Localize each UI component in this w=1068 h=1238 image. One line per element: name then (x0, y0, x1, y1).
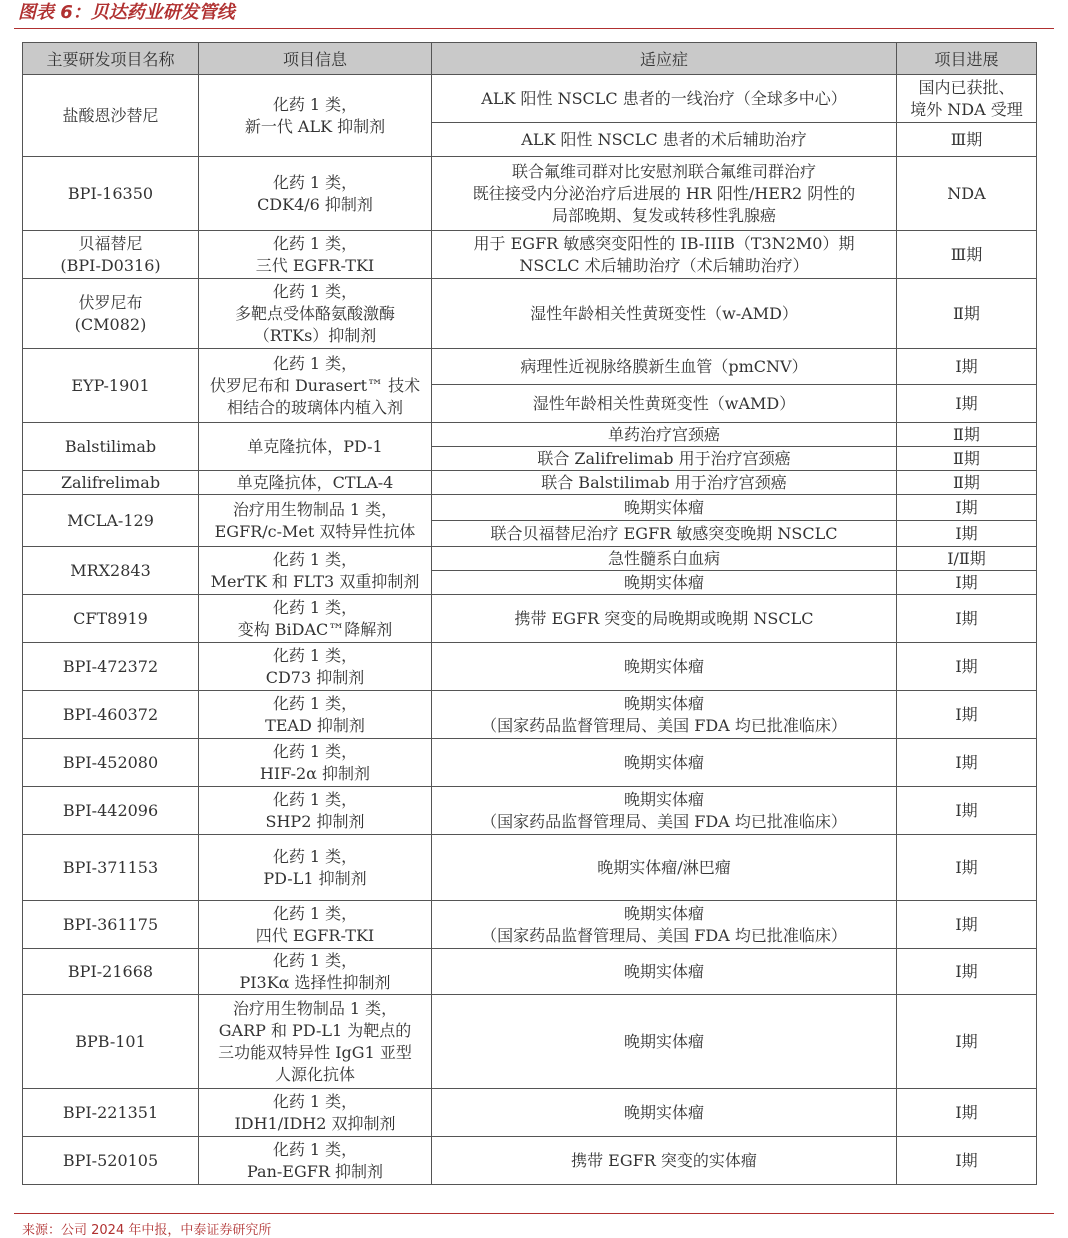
progress-cell: Ⅰ期 (897, 595, 1037, 643)
project-name-cell: BPI-472372 (23, 643, 199, 691)
table-row (23, 495, 1037, 521)
indication-cell: 晚期实体瘤 (432, 995, 897, 1089)
project-info-cell: 化药 1 类， HIF-2α 抑制剂 (199, 739, 432, 787)
project-name-cell: 盐酸恩沙替尼 (23, 75, 199, 157)
indication-cell: ALK 阳性 NSCLC 患者的术后辅助治疗 (432, 123, 897, 157)
table-row (23, 1089, 1037, 1137)
progress-cell: Ⅲ期 (897, 123, 1037, 157)
progress-cell: 国内已获批、 境外 NDA 受理 (897, 75, 1037, 123)
progress-cell: Ⅲ期 (897, 231, 1037, 279)
progress-cell: Ⅰ期 (897, 521, 1037, 547)
project-name-cell: BPI-460372 (23, 691, 199, 739)
pipeline-table (22, 42, 1037, 1185)
indication-cell: 单药治疗宫颈癌 (432, 423, 897, 447)
indication-cell: 晚期实体瘤 (432, 949, 897, 995)
progress-cell: Ⅰ期 (897, 949, 1037, 995)
project-info-cell: 化药 1 类， Pan-EGFR 抑制剂 (199, 1137, 432, 1185)
project-info-cell: 化药 1 类， CDK4/6 抑制剂 (199, 157, 432, 231)
indication-cell: 晚期实体瘤 （国家药品监督管理局、美国 FDA 均已批准临床） (432, 691, 897, 739)
progress-cell: Ⅰ期 (897, 1137, 1037, 1185)
progress-cell: Ⅰ期 (897, 643, 1037, 691)
progress-cell: Ⅱ期 (897, 279, 1037, 349)
project-info-cell: 化药 1 类， CD73 抑制剂 (199, 643, 432, 691)
table-row (23, 739, 1037, 787)
table-row (23, 349, 1037, 385)
indication-cell: 病理性近视脉络膜新生血管（pmCNV） (432, 349, 897, 385)
project-info-cell: 化药 1 类， SHP2 抑制剂 (199, 787, 432, 835)
project-info-cell: 单克隆抗体，PD-1 (199, 423, 432, 471)
pipeline-table-container (22, 42, 1036, 1185)
indication-cell: 晚期实体瘤 （国家药品监督管理局、美国 FDA 均已批准临床） (432, 901, 897, 949)
project-info-cell: 治疗用生物制品 1 类， GARP 和 PD-L1 为靶点的 三功能双特异性 IgG1 亚型 人源化抗体 (199, 995, 432, 1089)
project-info-cell: 化药 1 类， 多靶点受体酪氨酸激酶 （RTKs）抑制剂 (199, 279, 432, 349)
project-name-cell: BPI-452080 (23, 739, 199, 787)
indication-cell: 急性髓系白血病 (432, 547, 897, 571)
indication-cell: 晚期实体瘤/淋巴瘤 (432, 835, 897, 901)
project-name-cell: BPI-21668 (23, 949, 199, 995)
progress-cell: Ⅰ期 (897, 739, 1037, 787)
indication-cell: 联合 Zalifrelimab 用于治疗宫颈癌 (432, 447, 897, 471)
indication-cell: 携带 EGFR 突变的局晚期或晚期 NSCLC (432, 595, 897, 643)
progress-cell: Ⅰ期 (897, 571, 1037, 595)
figure-title: 图表 6：贝达药业研发管线 (18, 2, 235, 23)
progress-cell: Ⅰ期 (897, 495, 1037, 521)
progress-cell: Ⅰ/Ⅱ期 (897, 547, 1037, 571)
indication-cell: 晚期实体瘤 (432, 1089, 897, 1137)
project-info-cell: 化药 1 类， PD-L1 抑制剂 (199, 835, 432, 901)
project-name-cell: BPI-520105 (23, 1137, 199, 1185)
top-divider (14, 28, 1054, 29)
indication-cell: 晚期实体瘤 (432, 495, 897, 521)
indication-cell: 晚期实体瘤 (432, 571, 897, 595)
project-name-cell: BPI-221351 (23, 1089, 199, 1137)
table-row (23, 1137, 1037, 1185)
table-row (23, 471, 1037, 495)
progress-cell: Ⅰ期 (897, 349, 1037, 385)
progress-cell: Ⅰ期 (897, 995, 1037, 1089)
table-row (23, 423, 1037, 447)
project-info-cell: 化药 1 类， TEAD 抑制剂 (199, 691, 432, 739)
project-info-cell: 化药 1 类， 四代 EGFR-TKI (199, 901, 432, 949)
header-progress: 项目进展 (897, 43, 1037, 75)
project-name-cell: Zalifrelimab (23, 471, 199, 495)
project-name-cell: MRX2843 (23, 547, 199, 595)
project-info-cell: 化药 1 类， 变构 BiDAC™降解剂 (199, 595, 432, 643)
progress-cell: Ⅱ期 (897, 447, 1037, 471)
indication-cell: 湿性年龄相关性黄斑变性（wAMD） (432, 385, 897, 423)
indication-cell: 携带 EGFR 突变的实体瘤 (432, 1137, 897, 1185)
bottom-divider (14, 1213, 1054, 1214)
table-row (23, 643, 1037, 691)
indication-cell: ALK 阳性 NSCLC 患者的一线治疗（全球多中心） (432, 75, 897, 123)
table-row (23, 691, 1037, 739)
indication-cell: 晚期实体瘤 （国家药品监督管理局、美国 FDA 均已批准临床） (432, 787, 897, 835)
table-header-row (23, 43, 1037, 75)
project-info-cell: 化药 1 类， IDH1/IDH2 双抑制剂 (199, 1089, 432, 1137)
progress-cell: Ⅰ期 (897, 1089, 1037, 1137)
project-name-cell: BPI-361175 (23, 901, 199, 949)
table-row (23, 279, 1037, 349)
indication-cell: 联合贝福替尼治疗 EGFR 敏感突变晚期 NSCLC (432, 521, 897, 547)
project-name-cell: BPI-16350 (23, 157, 199, 231)
project-name-cell: BPB-101 (23, 995, 199, 1089)
table-row (23, 787, 1037, 835)
progress-cell: Ⅰ期 (897, 787, 1037, 835)
project-info-cell: 化药 1 类， 三代 EGFR-TKI (199, 231, 432, 279)
indication-cell: 联合 Balstilimab 用于治疗宫颈癌 (432, 471, 897, 495)
indication-cell: 晚期实体瘤 (432, 643, 897, 691)
project-info-cell: 化药 1 类， PI3Kα 选择性抑制剂 (199, 949, 432, 995)
progress-cell: Ⅰ期 (897, 901, 1037, 949)
table-row (23, 157, 1037, 231)
progress-cell: Ⅰ期 (897, 385, 1037, 423)
progress-cell: Ⅰ期 (897, 691, 1037, 739)
table-row (23, 995, 1037, 1089)
project-info-cell: 化药 1 类， 伏罗尼布和 Durasert™ 技术 相结合的玻璃体内植入剂 (199, 349, 432, 423)
progress-cell: Ⅱ期 (897, 423, 1037, 447)
progress-cell: Ⅱ期 (897, 471, 1037, 495)
progress-cell: Ⅰ期 (897, 835, 1037, 901)
project-name-cell: EYP-1901 (23, 349, 199, 423)
project-info-cell: 治疗用生物制品 1 类， EGFR/c-Met 双特异性抗体 (199, 495, 432, 547)
table-row (23, 901, 1037, 949)
header-project-name: 主要研发项目名称 (23, 43, 199, 75)
header-project-info: 项目信息 (199, 43, 432, 75)
progress-cell: NDA (897, 157, 1037, 231)
project-info-cell: 单克隆抗体，CTLA-4 (199, 471, 432, 495)
indication-cell: 晚期实体瘤 (432, 739, 897, 787)
table-row (23, 75, 1037, 123)
table-row (23, 595, 1037, 643)
project-name-cell: 伏罗尼布 (CM082) (23, 279, 199, 349)
table-row (23, 231, 1037, 279)
project-name-cell: 贝福替尼 (BPI-D0316) (23, 231, 199, 279)
project-name-cell: BPI-371153 (23, 835, 199, 901)
table-body (23, 75, 1037, 1185)
indication-cell: 用于 EGFR 敏感突变阳性的 IB-IIIB（T3N2M0）期 NSCLC 术后辅助治疗（术后辅助治疗） (432, 231, 897, 279)
project-info-cell: 化药 1 类， 新一代 ALK 抑制剂 (199, 75, 432, 157)
header-indication: 适应症 (432, 43, 897, 75)
table-row (23, 547, 1037, 571)
source-note: 来源：公司 2024 年中报，中泰证券研究所 (22, 1223, 272, 1238)
indication-cell: 湿性年龄相关性黄斑变性（w-AMD） (432, 279, 897, 349)
project-name-cell: MCLA-129 (23, 495, 199, 547)
project-name-cell: CFT8919 (23, 595, 199, 643)
table-row (23, 949, 1037, 995)
indication-cell: 联合氟维司群对比安慰剂联合氟维司群治疗 既往接受内分泌治疗后进展的 HR 阳性/HER2 阴性的 局部晚期、复发或转移性乳腺癌 (432, 157, 897, 231)
table-row (23, 835, 1037, 901)
project-info-cell: 化药 1 类， MerTK 和 FLT3 双重抑制剂 (199, 547, 432, 595)
project-name-cell: Balstilimab (23, 423, 199, 471)
project-name-cell: BPI-442096 (23, 787, 199, 835)
